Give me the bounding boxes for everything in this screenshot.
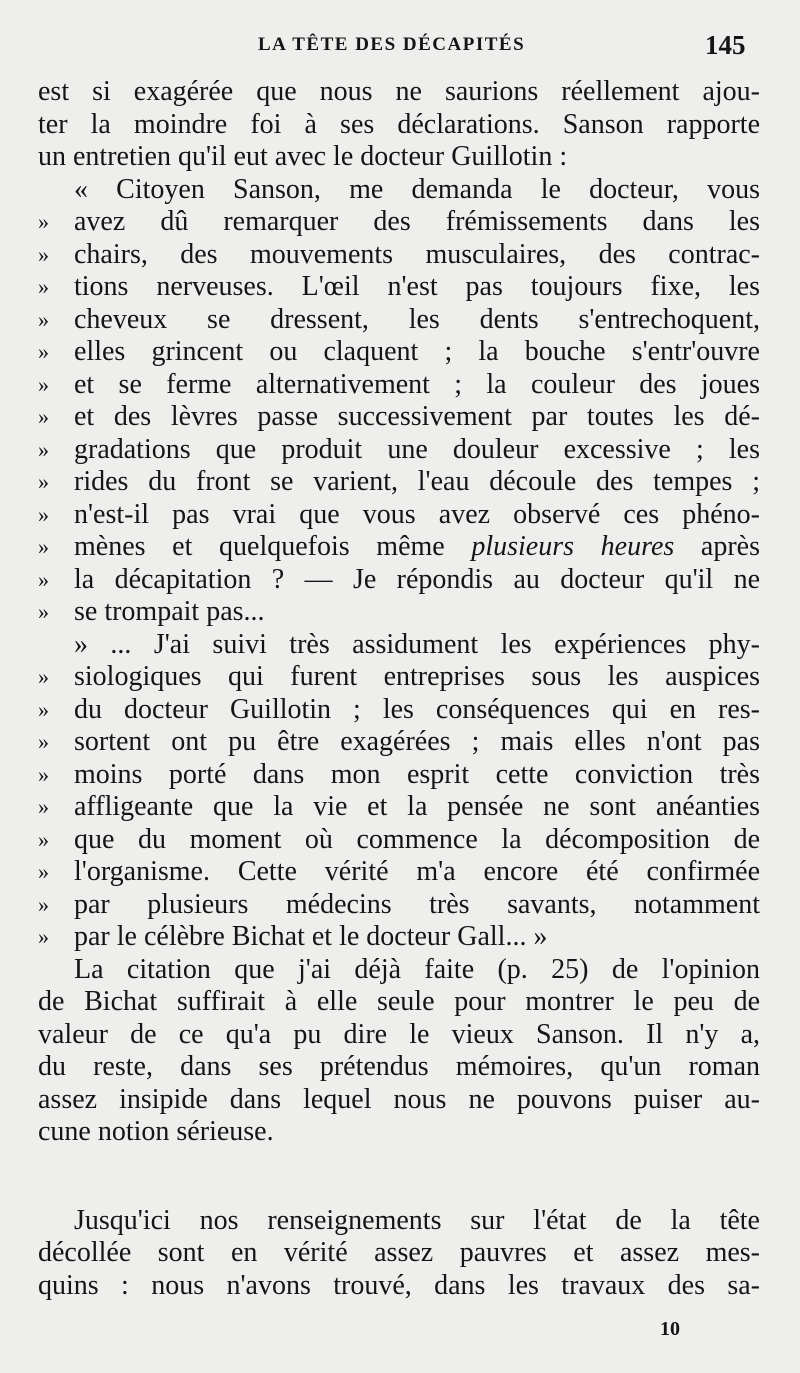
quote-line: » avez dû remarquer des frémissements dans les [38, 206, 760, 237]
quote-mark: » [38, 274, 49, 299]
quote-mark: » [38, 729, 49, 754]
page-number: 145 [705, 30, 746, 60]
quote-line: » se trompait pas... [38, 596, 265, 627]
quote-mark: » [38, 306, 49, 332]
quote-line: » la décapitation ? — Je répondis au docteur qu'il ne [38, 563, 760, 595]
quote-line: » par le célèbre Bichat et le docteur Gall... » [38, 921, 548, 952]
quote-mark: » [38, 241, 49, 267]
text-line: quins : nous n'avons trouvé, dans les travaux des sa- [38, 1269, 760, 1301]
text-line: est si exagérée que nous ne saurions réellement ajou- [38, 76, 760, 107]
quote-mark: » [38, 599, 49, 624]
text-line: décollée sont en vérité assez pauvres et assez mes- [38, 1237, 760, 1268]
signature-mark: 10 [660, 1318, 680, 1340]
quote-line: » moins porté dans mon esprit cette conviction très [38, 758, 760, 790]
quote-line: » et des lèvres passe successivement par toutes les dé- [38, 401, 760, 432]
quote-line: » siologiques qui furent entreprises sous les auspices [38, 661, 760, 692]
text-line: ter la moindre foi à ses déclarations. Sanson rapporte [38, 108, 760, 140]
quote-line: » chairs, des mouvements musculaires, des contrac- [38, 238, 760, 270]
quote-line: » par plusieurs médecins très savants, notamment [38, 888, 760, 920]
quote-mark: » [38, 696, 49, 722]
quote-line: » tions nerveuses. L'œil n'est pas toujours fixe, les [38, 271, 760, 302]
quote-line: » gradations que produit une douleur excessive ; les [38, 433, 760, 465]
quote-line: » n'est-il pas vrai que vous avez observé ces phéno- [38, 498, 760, 530]
quote-line: » cheveux se dressent, les dents s'entrechoquent, [38, 303, 760, 335]
quote-line: » sortent ont pu être exagérées ; mais elles n'ont pas [38, 726, 760, 757]
quote-mark: » [38, 209, 49, 234]
quote-mark: » [38, 404, 49, 429]
quote-mark: » [38, 859, 49, 884]
quote-mark: » [38, 566, 49, 592]
text-line: Jusqu'ici nos renseignements sur l'état de la tête [74, 1204, 760, 1236]
quote-line: » que du moment où commence la décomposition de [38, 823, 760, 855]
text-line: cune notion sérieuse. [38, 1116, 274, 1147]
quote-line: » mènes et quelquefois même plusieurs heures après [38, 531, 760, 562]
quote-mark: » [38, 339, 49, 364]
quote-mark: » [38, 924, 49, 949]
quote-mark: » [38, 501, 49, 527]
text-line: La citation que j'ai déjà faite (p. 25) de l'opinion [74, 953, 760, 985]
quote-mark: » [38, 469, 49, 494]
quote-mark: » [38, 436, 49, 462]
quote-mark: » [38, 826, 49, 852]
italic-emphasis: plusieurs heures [471, 531, 675, 562]
quote-line: » ... J'ai suivi très assidument les expériences phy- [74, 628, 760, 660]
quote-mark: » [38, 794, 49, 819]
paragraph-gap [38, 1149, 760, 1205]
quote-mark: » [38, 891, 49, 917]
text-line: du reste, dans ses prétendus mémoires, qu'un roman [38, 1051, 760, 1082]
text-line: valeur de ce qu'a pu dire le vieux Sanson. Il n'y a, [38, 1018, 760, 1050]
body-text [38, 76, 760, 1302]
quote-line: » du docteur Guillotin ; les conséquences qui en res- [38, 693, 760, 725]
quote-line: » et se ferme alternativement ; la couleur des joues [38, 368, 760, 400]
quote-mark: » [38, 664, 49, 689]
text-line: un entretien qu'il eut avec le docteur Guillotin : [38, 141, 568, 172]
quote-line: » l'organisme. Cette vérité m'a encore été confirmée [38, 856, 760, 887]
quote-line: » affligeante que la vie et la pensée ne sont anéanties [38, 791, 760, 822]
text-line: de Bichat suffirait à elle seule pour montrer le peu de [38, 986, 760, 1017]
quote-mark: » [38, 534, 49, 559]
quote-mark: » [38, 371, 49, 397]
quote-line: » rides du front se varient, l'eau découle des tempes ; [38, 466, 760, 497]
quote-line: « Citoyen Sanson, me demanda le docteur, vous [74, 173, 760, 205]
quote-line: » elles grincent ou claquent ; la bouche s'entr'ouvre [38, 336, 760, 367]
quote-mark: » [38, 761, 49, 787]
running-title: LA TÊTE DES DÉCAPITÉS [258, 34, 526, 55]
text-line: assez insipide dans lequel nous ne pouvons puiser au- [38, 1083, 760, 1115]
